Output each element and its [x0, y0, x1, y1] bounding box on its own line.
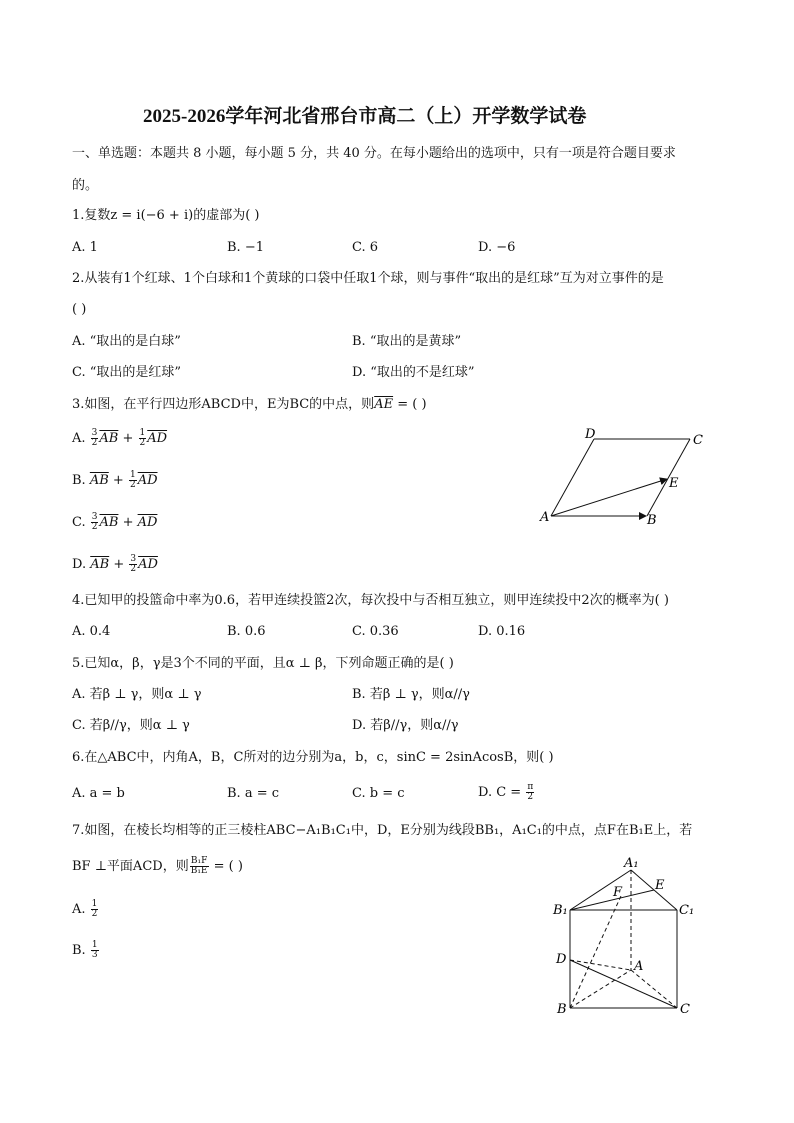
q2-stem-line2: ( ): [72, 302, 87, 317]
q5-option-c: C. 若β//γ，则α ⊥ γ: [72, 718, 190, 733]
q3-vector-ae: $\overline{AE}$: [374, 397, 394, 412]
q4-option-c: C. 0.36: [352, 624, 399, 639]
q4-stem: 4.已知甲的投篮命中率为0.6，若甲连续投篮2次，每次投中与否相互独立，则甲连续投中2次的概率为( ): [72, 593, 669, 608]
q1-option-b: B. −1: [227, 240, 264, 255]
label-f: F: [613, 885, 623, 900]
page-title: 2025-2026学年河北省邢台市高二（上）开学数学试卷: [143, 106, 587, 127]
section-header-line2: 的。: [72, 178, 99, 193]
q2-option-d: D. “取出的不是红球”: [352, 365, 475, 380]
label-a: A: [540, 510, 550, 525]
label-b: B: [557, 1002, 567, 1017]
q3-parallelogram-figure: [530, 422, 720, 534]
q7-fraction: $\frac{\text{B₁F}}{\text{B₁E}}$: [190, 856, 208, 876]
q7-option-a: A. $\frac{1}{2}$: [72, 899, 98, 919]
q6-option-d: D. C = $\frac{\pi}{2}$: [478, 782, 534, 802]
label-b: B: [647, 513, 657, 528]
segment-d-c: [570, 960, 677, 1008]
label-c1: C₁: [679, 903, 695, 918]
q2-stem-line1: 2.从装有1个红球、1个白球和1个黄球的口袋中任取1个球，则与事件“取出的是红球”互为对立事件的是: [72, 271, 664, 286]
label-e: E: [655, 878, 665, 893]
q7-option-b: B. $\frac{1}{3}$: [72, 940, 98, 960]
q3-option-b: B. $\overline{AB}$ + $\frac{1}{2}$ $\overline{AD}$: [72, 470, 158, 490]
q6-stem: 6.在△ABC中，内角A，B，C所对的边分别为a，b，c，sinC = 2sinAcosB，则( ): [72, 750, 554, 765]
label-e: E: [669, 476, 679, 491]
q5-stem: 5.已知α，β，γ是3个不同的平面，且α ⊥ β，下列命题正确的是( ): [72, 656, 454, 671]
q7-stem-line2: BF ⊥平面ACD，则 $\frac{\text{B₁F}}{\text{B₁E}}$ = ( ): [72, 856, 243, 876]
label-c: C: [693, 433, 703, 448]
q5-option-b: B. 若β ⊥ γ，则α//γ: [352, 687, 470, 702]
q6-option-a: A. a = b: [72, 786, 125, 801]
segment-b1-e: [570, 890, 654, 910]
q1-stem: 1.复数z = i(−6 + i)的虚部为( ): [72, 208, 260, 223]
segment-b-f: [570, 896, 621, 1008]
q1-option-d: D. −6: [478, 240, 516, 255]
q3-stem-text: 3.如图，在平行四边形ABCD中，E为BC的中点，则: [72, 397, 375, 412]
q2-option-a: A. “取出的是白球”: [72, 334, 181, 349]
q3-option-a: A. $\frac{3}{2}$ $\overline{AB}$ + $\frac{1}{2}$ $\overline{AD}$: [72, 428, 168, 448]
label-c: C: [680, 1002, 690, 1017]
label-d: D: [556, 952, 567, 967]
q7-prism-figure: [548, 852, 708, 1022]
q3-option-d: D. $\overline{AB}$ + $\frac{3}{2}$ $\overline{AD}$: [72, 554, 158, 574]
section-header-line1: 一、单选题：本题共 8 小题，每小题 5 分，共 40 分。在每小题给出的选项中，只有一项是符合题目要求: [72, 146, 676, 161]
q2-option-b: B. “取出的是黄球”: [352, 334, 462, 349]
label-a: A: [634, 959, 644, 974]
label-b1: B₁: [553, 903, 568, 918]
q5-option-d: D. 若β//γ，则α//γ: [352, 718, 459, 733]
q7-stem-line1: 7.如图，在棱长均相等的正三棱柱ABC−A₁B₁C₁中，D，E分别为线段BB₁，A₁C₁的中点，点F在B₁E上，若: [72, 823, 693, 838]
q6-option-c: C. b = c: [352, 786, 405, 801]
segment-d-a: [570, 960, 631, 970]
q1-option-a: A. 1: [72, 240, 98, 255]
q2-option-c: C. “取出的是红球”: [72, 365, 182, 380]
q3-stem-tail: = ( ): [393, 397, 427, 412]
q3-stem: [72, 397, 427, 413]
label-a1: A₁: [624, 856, 639, 871]
label-d: D: [585, 427, 596, 442]
edge-a-c: [631, 970, 677, 1008]
q4-option-a: A. 0.4: [72, 624, 111, 639]
q3-option-c: C. $\frac{3}{2}$ $\overline{AB} + \overline{AD}$: [72, 512, 158, 532]
q6-option-b: B. a = c: [227, 786, 280, 801]
q4-option-d: D. 0.16: [478, 624, 526, 639]
q4-option-b: B. 0.6: [227, 624, 266, 639]
q1-option-c: C. 6: [352, 240, 379, 255]
q5-option-a: A. 若β ⊥ γ，则α ⊥ γ: [72, 687, 202, 702]
